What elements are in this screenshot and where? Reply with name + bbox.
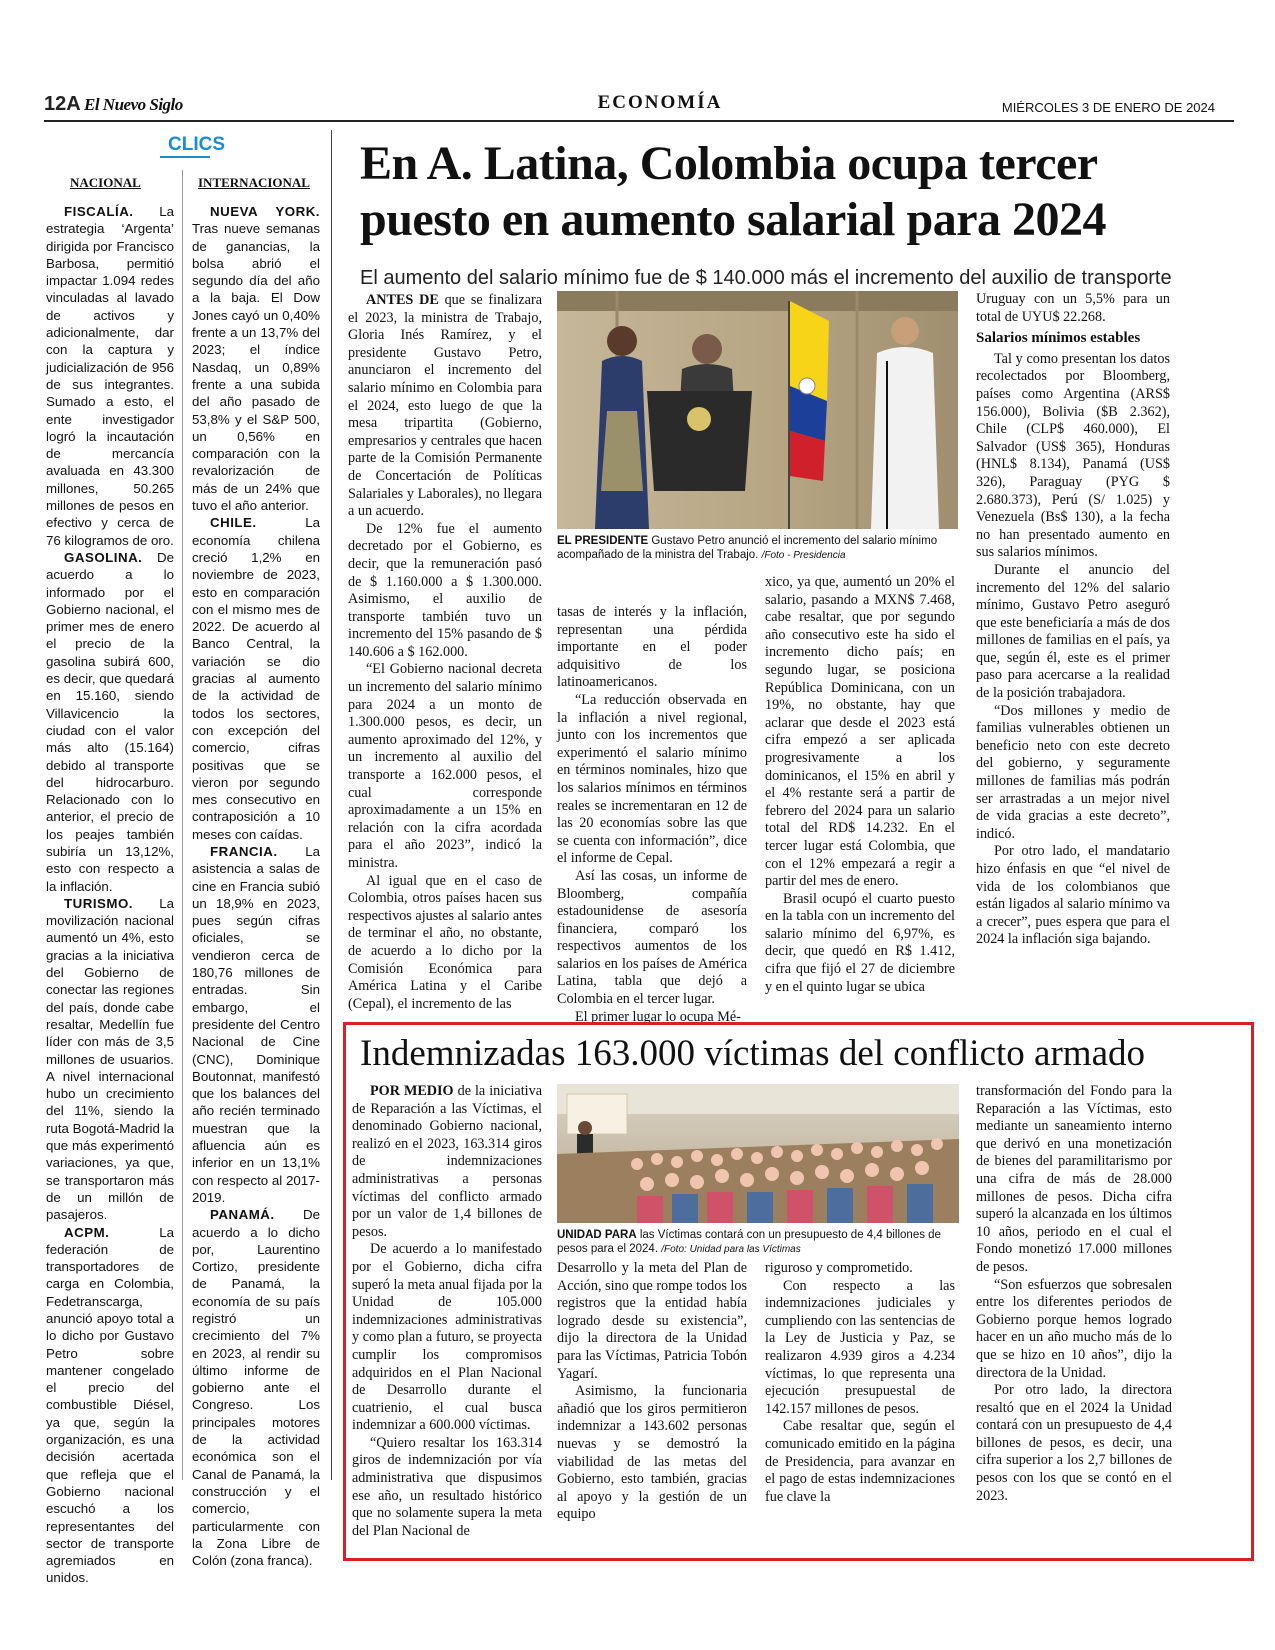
second-headline: Indemnizadas 163.000 víctimas del conflicto armado <box>360 1033 1145 1074</box>
sidebar-title: CLICS <box>168 134 225 155</box>
victims-event-photo <box>557 1084 959 1223</box>
second-story-paragraph <box>765 1418 955 1506</box>
main-story-paragraph <box>557 692 747 868</box>
main-story-text: xico, ya que, aumentó un 20% el salario, pasando a MXN$ 7.468, cabe resaltar, que por segundo año consecutivo este ha sido el incremento dicho país; en segundo lugar, se posiciona República Dominicana, con un 19%, no obstante, hay que aclarar que desde el 2023 está cifra empezó a ser aplicada progresivamente a los dominicanos, el 15% en abril y el 4% restante será a partir de febrero del 2024 para un salario total del RD$ 14.232. En el tercer lugar está Colombia, que con el 12% empezará a regir a partir del mes de enero. <box>765 574 955 890</box>
main-caption-lead: EL PRESIDENTE <box>557 535 649 547</box>
second-story-paragraph <box>976 1083 1172 1277</box>
main-story-paragraph <box>557 868 747 1009</box>
internacional-brief-lead: PANAMÁ. <box>210 1207 275 1223</box>
internacional-brief-paragraph <box>192 843 320 1206</box>
main-col-4 <box>976 291 1170 949</box>
nacional-brief-lead: GASOLINA. <box>64 549 143 565</box>
internacional-brief-paragraph <box>192 1206 320 1569</box>
second-story-paragraph <box>557 1260 747 1383</box>
second-story-text: “Quiero resaltar los 163.314 giros de indemnización por vía administrativa que dispusimos ese año, un resultado histórico que no solamente supera la meta del Plan Nacional de <box>352 1434 542 1539</box>
second-story-paragraph <box>976 1382 1172 1505</box>
nacional-briefs <box>46 203 174 1587</box>
main-story-text: Tal y como presentan los datos recolectados por Bloomberg, países como Argentina (ARS$ 156.000), Bolivia ($B 2.362), Chile (CLP$ 460.000), El Salvador (US$ 365), Honduras (HNL$ 8.134), Panamá (US$ 326), Paraguay (PYG $ 2.680.373), Perú (S/ 1.025) y Venezuela (Bs$ 130), a la fecha no han presentado aumento en sus salarios mínimos. <box>976 350 1170 561</box>
main-story-paragraph <box>348 292 542 521</box>
second-col-3 <box>765 1260 955 1506</box>
nacional-heading: NACIONAL <box>70 175 141 190</box>
main-story-paragraph <box>348 873 542 1014</box>
sidebar-divider <box>182 170 183 1480</box>
internacional-heading: INTERNACIONAL <box>198 175 310 190</box>
main-story-text: De 12% fue el aumento decretado por el Gobierno, es decir, que la remuneración pasó de $ 1.160.000 a $ 1.300.000. Asimismo, el auxilio de transporte también tuvo un incremento del 15% pasando de $ 140.606 a $ 162.000. <box>348 520 542 660</box>
internacional-brief-text: De acuerdo a lo dicho por, Laurentino Cortizo, presidente de Panamá, la economía de su país registró un crecimiento del 7% en 2023, al rendir su último informe de gobierno ante el Congreso. Los principales motores de la actividad económica son el Canal de Panamá, la construcción y el comercio, particularmente con la Zona Libre de Colón (zona franca). <box>192 1207 320 1569</box>
main-story-text: El primer lugar lo ocupa Mé- <box>575 1008 741 1025</box>
main-col-1 <box>348 292 542 1013</box>
second-story-text: Asimismo, la funcionaria añadió que los giros permitieron indemnizar a 143.602 personas nuevas y se demostró la viabilidad de las metas del Gobierno, esto también, gracias al apoyo y la gestión de un equipo <box>557 1383 747 1523</box>
main-story-paragraph <box>976 843 1170 949</box>
main-story-paragraph <box>976 351 1170 562</box>
main-story-paragraph <box>348 661 542 872</box>
main-caption-credit: /Foto - Presidencia <box>761 550 846 561</box>
main-headline: En A. Latina, Colombia ocupa tercer puesto en aumento salarial para 2024 <box>360 137 1107 246</box>
main-photo-caption <box>557 534 957 563</box>
internacional-brief-paragraph <box>192 203 320 514</box>
main-story-paragraph <box>557 604 747 692</box>
internacional-brief-text: Tras nueve semanas de ganancias, la bolsa abrió el segundo día del año a la baja. El Dow Jones cayó un 0,40% frente a un 13,7% del 2023; el índice Nasdaq, un 0,89% frente a una subida del año pasado de 53,8% y el S&P 500, un 0,56% en comparación con la revalorización de más de un 24% que tuvo el año anterior. <box>192 221 320 514</box>
main-story-paragraph <box>348 521 542 662</box>
main-col-4-top: Uruguay con un 5,5% para un total de UYU$ 22.268. <box>976 291 1170 325</box>
main-story-lead: ANTES DE <box>366 292 439 308</box>
second-story-paragraph <box>352 1241 542 1435</box>
main-col-3 <box>765 574 955 996</box>
nacional-brief-text: De acuerdo a lo informado por el Gobierno nacional, el primer mes de enero el precio de la gasolina subirá 600, es decir, que quedará en 15.160, siendo Villavicencio la ciudad con el valor más alto (15.164) debido al transporte del hidrocarburo. Relacionado con lo anterior, el precio de los peajes también subiría un 13,12%, esto con respecto a la inflación. <box>46 549 174 894</box>
second-story-text: Con respecto a las indemnizaciones judiciales y cumpliendo con las sentencias de la Ley de Justicia y Paz, se realizaron 4.939 giros a 4.234 víctimas, lo que representa una ejecución presupuestal de 142.157 millones de pesos. <box>765 1277 955 1417</box>
second-photo-caption <box>557 1228 957 1257</box>
petro-announcement-photo <box>557 291 958 529</box>
second-story-text: Por otro lado, la directora resaltó que en el 2024 la Unidad contará con un presupuesto de 4,4 billones de pesos, es decir, una cifra superior a los 2,7 billones de pesos con los que se contó en el 2023. <box>976 1382 1172 1504</box>
internacional-brief-paragraph <box>192 514 320 843</box>
sidebar-rule <box>331 130 332 1480</box>
main-story-paragraph <box>765 891 955 997</box>
nacional-brief-text: La movilización nacional aumentó un 4%, esto gracias a la iniciativa del Gobierno de conectar las regiones del país, donde cabe resaltar, Medellín fue líder con más de 3,5 millones de usuarios. A nivel internacional hubo un crecimiento del 11%, siendo la ruta Bogotá-Madrid la que más experimentó variaciones, ya que, se transportaron más de un millón de pasajeros. <box>46 895 174 1223</box>
second-col-4 <box>976 1083 1172 1505</box>
main-caption-text: Gustavo Petro anunció el incremento del salario mínimo acompañado de la ministra del Trabajo. <box>557 535 938 561</box>
nacional-brief-lead: ACPM. <box>64 1224 110 1240</box>
second-story-text: Cabe resaltar que, según el comunicado emitido en la página de Presidencia, para avanzar en el pago de estas indemnizaciones fue clave la <box>765 1418 955 1505</box>
second-story-paragraph <box>557 1383 747 1524</box>
main-story-text: Durante el anuncio del incremento del 12% del salario mínimo, Gustavo Petro aseguró que este beneficiaría a más de dos millones de familias en el país, ya que, según él, este es el primer paso para acercarse a la realidad de la posición trabajadora. <box>976 561 1170 702</box>
main-story-text: que se finalizara el 2023, la ministra de Trabajo, Gloria Inés Ramírez, y el presidente Gustavo Petro, anunciaron el incremento del salario mínimo en Colombia para el 2024, esto luego de que la mesa tripartita (Gobierno, empresarios y centrales que hacen parte de la Comisión Permanente de Concertación de Políticas Salariales y Laborales), no llegara a un acuerdo. <box>348 292 542 520</box>
nacional-brief-paragraph <box>46 549 174 895</box>
second-story-paragraph <box>352 1435 542 1541</box>
nacional-brief-paragraph <box>46 1224 174 1587</box>
second-story-paragraph <box>976 1277 1172 1383</box>
second-story-text: riguroso y comprometido. <box>765 1260 913 1276</box>
second-story-text: Desarrollo y la meta del Plan de Acción, sino que rompe todos los registros que la entidad había logrado desde su existencia”, dijo la directora de la Unidad para las Víctimas, Patricia Tobón Yagarí. <box>557 1260 747 1382</box>
second-story-text: transformación del Fondo para la Reparación a las Víctimas, esto mediante un saneamiento interno que derivó en una monetización de bienes del paramilitarismo por una cifra de más de 28.000 millones de pesos. Dicha cifra superó la alcanzada en los últimos 10 años, periodo en el cual el Fondo monetizó 17.000 millones de pesos. <box>976 1083 1172 1275</box>
second-story-paragraph <box>765 1260 955 1278</box>
internacional-brief-text: La asistencia a salas de cine en Francia subió un 18,9% en 2023, pues según cifras oficiales, se vendieron cerca de 180,76 millones de entradas. Sin embargo, el presidente del Centro Nacional de Cine (CNC), Dominique Boutonnat, manifestó que los balances del año recién terminado muestran que la afluencia aún es inferior en un 13,1% con respecto al 2017-2019. <box>192 843 320 1205</box>
main-story-text: tasas de interés y la inflación, representan una pérdida importante en el poder adquisitivo de los latinoamericanos. <box>557 604 747 691</box>
nacional-brief-paragraph <box>46 895 174 1224</box>
second-caption-credit: /Foto: Unidad para las Víctimas <box>661 1244 801 1255</box>
second-col-2 <box>557 1260 747 1524</box>
main-subhead: Salarios mínimos estables <box>976 330 1141 347</box>
main-story-paragraph <box>765 574 955 891</box>
main-deck: El aumento del salario mínimo fue de $ 140.000 más el incremento del auxilio de transporte <box>360 267 1172 289</box>
second-caption-text: las Víctimas contará con un presupuesto de 4,4 billones de pesos para el 2024. <box>557 1229 941 1255</box>
nacional-brief-paragraph <box>46 203 174 549</box>
main-story-text: “Dos millones y medio de familias vulnerables obtienen un beneficio neto con este decreto del gobierno, y seguramente millones de familias más podrán ser arrastradas a un mejor nivel de vida gracias a este decreto”, indicó. <box>976 702 1170 842</box>
nacional-brief-lead: TURISMO. <box>64 895 134 911</box>
main-story-text: “El Gobierno nacional decreta un incremento del salario mínimo para 2024 a un monto de 1.300.000 pesos, es decir, un aumento aproximado del 12%, y un incremento al auxilio del transporte a 162.000 pesos, el cual corresponde aproximadamente a un 15% en relación con la cifra acordada para el año 2023”, indicó la ministra. <box>348 661 542 871</box>
nacional-brief-text: La estrategia ‘Argenta’ dirigida por Francisco Barbosa, permitió impactar 1.094 redes vinculadas al lavado de activos y adicionalmente, dar con la captura y judicialización de 956 de sus integrantes. Sumado a esto, el ente investigador logró la incautación de mercancía avaluada en 43.300 millones, 50.265 millones de pesos en efectivo y cerca de 76 kilogramos de oro. <box>46 204 174 548</box>
internacional-briefs <box>192 203 320 1569</box>
main-col-4-paragraphs <box>976 351 1170 949</box>
clics-underline <box>160 156 210 158</box>
second-story-paragraph <box>352 1083 542 1241</box>
main-col-2 <box>557 604 747 1026</box>
main-story-text: Brasil ocupó el cuarto puesto en la tabla con un incremento del salario mínimo del 6,97%, es decir, que quedó en R$ 1.412, cifra que fijó el 27 de diciembre y en el quinto lugar se ubica <box>765 890 955 995</box>
internacional-brief-lead: NUEVA YORK. <box>210 204 320 219</box>
second-story-text: de la iniciativa de Reparación a las Víctimas, el denominado Gobierno nacional, realizó en el 2023, 163.314 giros de indemnizaciones administrativas a personas víctimas del conflicto armado por un valor de 1,4 billones de pesos. <box>352 1083 543 1240</box>
main-story-paragraph <box>976 562 1170 703</box>
second-caption-lead: UNIDAD PARA <box>557 1229 637 1241</box>
second-story-paragraph <box>765 1278 955 1419</box>
section-title: ECONOMÍA <box>597 92 723 113</box>
main-story-text: Por otro lado, el mandatario hizo énfasis en que “el nivel de vida de los colombianos que están ligados al salario mínimo va a crecer”, pues espera que para el 2024 la inflación siga bajando. <box>976 843 1170 948</box>
main-story-text: “La reducción observada en la inflación a nivel regional, junto con los incrementos que experimentó el salario mínimo en términos nominales, hizo que los salarios mínimos en términos reales se incrementaran en 12 de las 20 economías sobre las que se cuenta con información”, dice el informe de Cepal. <box>557 691 747 867</box>
second-col-1 <box>352 1083 542 1540</box>
main-story-text: Al igual que en el caso de Colombia, otros países hacen sus respectivos ajustes al salario antes de terminar el año, no obstante, de acuerdo a lo dicho por la Comisión Económica para América Latina y el Caribe (Cepal), el incremento de las <box>348 872 542 1012</box>
internacional-brief-text: La economía chilena creció 1,2% en noviembre de 2023, esto en comparación con el mismo mes de 2022. De acuerdo al Banco Central, la variación se dio gracias al aumento de la actividad de todos los sectores, con excepción del comercio, cifras positivas que se vieron por segundo mes consecutivo en contraposición a 10 meses con caídas. <box>192 515 320 842</box>
second-story-text: “Son esfuerzos que sobresalen entre los diferentes periodos de Gobierno porque hemos logrado hacer en un año mucho más de lo que se hizo en 10 años”, dijo la directora de la Unidad. <box>976 1276 1172 1381</box>
main-story-text: Así las cosas, un informe de Bloomberg, compañía estadounidense de asesoría financiera, comparó los respectivos aumentos de los salarios en los países de América Latina, tabla que dejó a Colombia en el tercer lugar. <box>557 867 747 1008</box>
issue-date: MIÉRCOLES 3 DE ENERO DE 2024 <box>1001 100 1215 115</box>
second-story-text: De acuerdo a lo manifestado por el Gobierno, dicha cifra superó la meta anual fijada por la Unidad de 105.000 indemnizaciones administrativas y como plan a futuro, se proyecta cumplir los compromisos adquiridos en el Plan Nacional de Desarrollo durante el cuatrienio, el cual busca indemnizar a 600.000 víctimas. <box>352 1241 542 1434</box>
header-rule <box>44 120 1234 122</box>
internacional-brief-lead: CHILE. <box>210 515 257 531</box>
newspaper-logo: El Nuevo Siglo <box>84 95 183 114</box>
second-story-lead: POR MEDIO <box>370 1083 454 1099</box>
nacional-brief-text: La federación de transportadores de carga en Colombia, Fedetranscarga, anunció apoyo total a lo dicho por Gustavo Petro sobre mantener congelado el precio del combustible Diésel, ya que, según la organización, es una decisión acertada que refleja que el Gobierno nacional escuchó a los representantes del sector de transporte agremiados en unidos. <box>46 1224 174 1586</box>
page-number: 12A <box>44 93 81 115</box>
internacional-brief-lead: FRANCIA. <box>210 843 278 859</box>
nacional-brief-lead: FISCALÍA. <box>64 204 134 219</box>
main-story-paragraph <box>976 703 1170 844</box>
